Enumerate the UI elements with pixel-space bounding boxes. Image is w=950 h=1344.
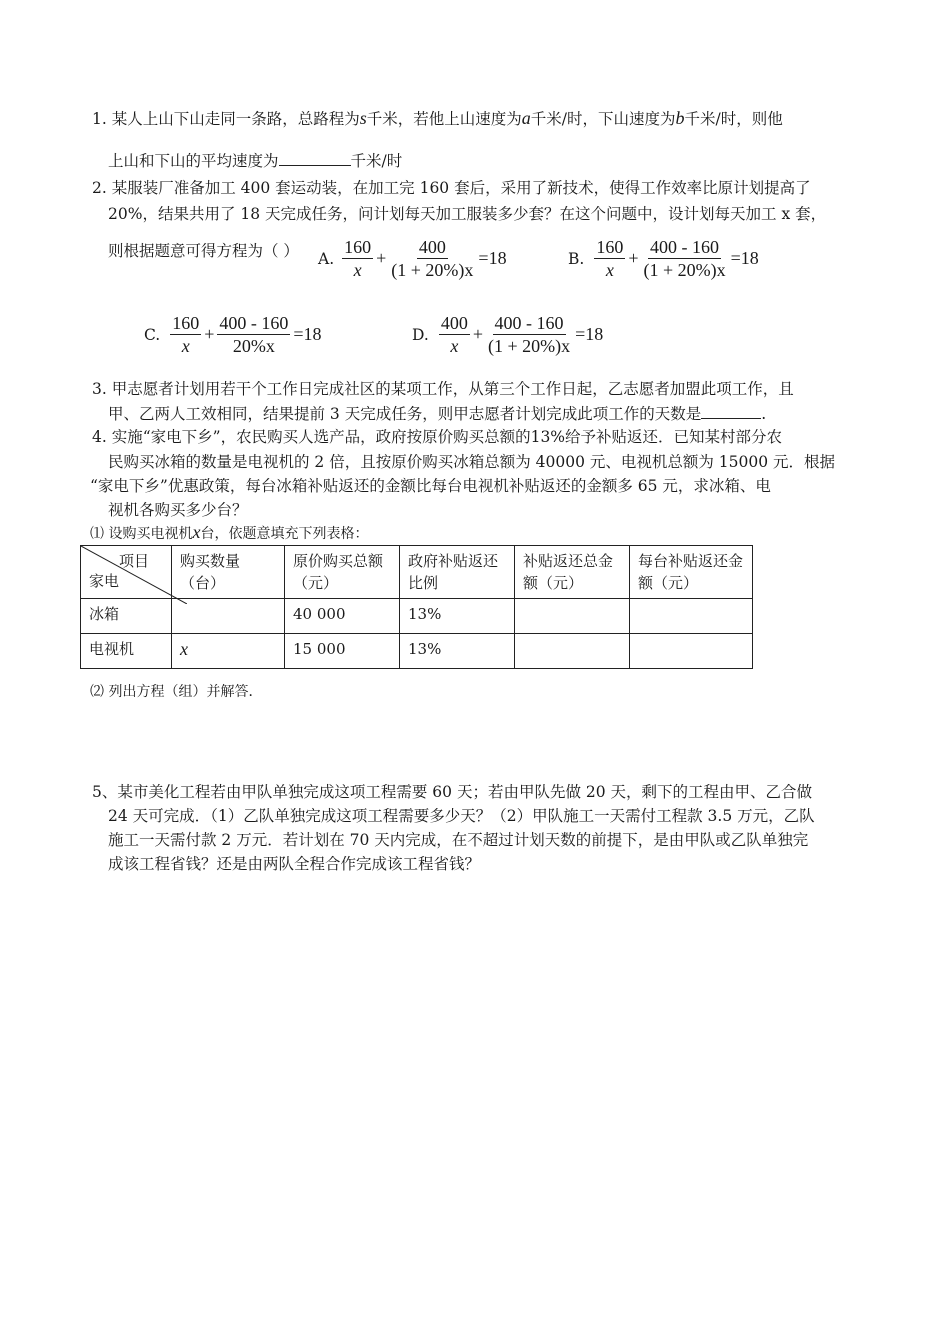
table-cell-input[interactable]: [630, 599, 753, 634]
row-label: 电视机: [81, 634, 172, 669]
q3-line1: 3. 甲志愿者计划用若干个工作日完成社区的某项工作，从第三个工作日起，乙志愿者加盟此项工作，且: [92, 380, 794, 398]
numerator: 400 - 160: [494, 313, 564, 333]
q1-text-a: 1. 某人上山下山走同一条路，总路程为: [92, 110, 360, 128]
q5-line2: 24 天可完成．（1）乙队单独完成这项工程需要多少天？（2）甲队施工一天需付工程款 3.5 万元，乙队: [108, 807, 815, 825]
plus-sign: +: [376, 248, 387, 268]
fraction: [217, 312, 290, 357]
equals-rhs: =18: [575, 324, 604, 344]
numerator: 160: [344, 237, 372, 257]
q4-text-a: 4. 实施“家电下乡”，农民购买人选产品，政府按原价购买总额的: [92, 428, 531, 446]
answer-blank[interactable]: [279, 151, 351, 166]
numerator: 400 - 160: [650, 237, 720, 257]
equals-rhs: =18: [478, 248, 507, 268]
numerator: 400 - 160: [219, 313, 289, 333]
q1-line2: [108, 151, 402, 171]
answer-blank[interactable]: [701, 404, 761, 419]
table-cell-input[interactable]: [515, 599, 630, 634]
fraction: [170, 312, 201, 357]
table-row: [81, 634, 753, 669]
var-x: x: [192, 522, 201, 542]
q4-sub1-text-a: ⑴ 设购买电视机: [90, 526, 193, 542]
numerator: 400: [418, 237, 446, 257]
q4-text-b: 13%给予补贴返还．已知某村部分农: [530, 428, 783, 446]
denominator: x: [181, 336, 190, 356]
q3-line2: [108, 404, 766, 424]
q2-line3: 则根据题意可得方程为（ ）: [108, 242, 299, 260]
q4-line4: 视机各购买多少台？: [108, 501, 248, 519]
fraction: [342, 236, 373, 281]
q4-sub2: ⑵ 列出方程（组）并解答．: [90, 684, 263, 700]
q2-line1: 2. 某服装厂准备加工 400 套运动装，在加工完 160 套后，采用了新技术，使得工作效率比原计划提高了: [92, 179, 811, 197]
fraction: [641, 236, 727, 281]
q5-line1: 5、某市美化工程若由甲队单独完成这项工程需要 60 天；若由甲队先做 20 天，剩下的工程由甲、乙合做: [92, 783, 813, 801]
fraction: [486, 312, 572, 357]
corner-label-bottom: 家电: [89, 572, 120, 590]
q1-text-e: 上山和下山的平均速度为: [108, 152, 279, 170]
q2-line2: 20%，结果共用了 18 天完成任务，问计划每天加工服装多少套？在这个问题中，设计划每天加工 x 套，: [108, 205, 827, 223]
table-cell: 15 000: [285, 634, 400, 669]
var-a: a: [521, 108, 531, 128]
q4-sub1-text-b: 台，依题意填充下列表格：: [200, 526, 369, 542]
numerator: 160: [172, 313, 200, 333]
row-label: 冰箱: [81, 599, 172, 634]
table-header-cell: 补贴返还总金额（元）: [515, 546, 630, 599]
denominator: 20%x: [232, 336, 275, 356]
denominator: x: [353, 260, 362, 280]
denominator: (1 + 20%)x: [391, 260, 474, 280]
table-cell-input[interactable]: [172, 599, 285, 634]
table-header-cell: 原价购买总额（元）: [285, 546, 400, 599]
q4-sub1: [90, 522, 368, 544]
table-cell-input[interactable]: [630, 634, 753, 669]
table-cell-input[interactable]: [515, 634, 630, 669]
var-s: s: [359, 108, 367, 128]
option-label: A.: [318, 249, 335, 268]
q4-line2: 民购买冰箱的数量是电视机的 2 倍，且按原价购买冰箱总额为 40000 元、电视机总额为 15000 元．根据: [108, 453, 836, 471]
table-header-cell: 购买数量（台）: [172, 546, 285, 599]
option-a[interactable]: [318, 236, 510, 281]
q3-text: 甲、乙两人工效相同，结果提前 3 天完成任务，则甲志愿者计划完成此项工作的天数是: [108, 405, 702, 423]
q4-line1: [92, 427, 782, 447]
denominator: x: [605, 260, 614, 280]
denominator: (1 + 20%)x: [487, 336, 571, 356]
q4-line3: “家电下乡”优惠政策，每台冰箱补贴返还的金额比每台电视机补贴返还的金额多 65 元，求冰箱、电: [90, 477, 771, 495]
plus-sign: +: [628, 248, 639, 268]
plus-sign: +: [204, 324, 215, 344]
q1-text-c: 千米/时，下山速度为: [530, 110, 676, 128]
fraction: [389, 236, 475, 281]
table-header-cell: 政府补贴返还比例: [400, 546, 515, 599]
table-header-cell: 每台补贴返还金额（元）: [630, 546, 753, 599]
denominator: (1 + 20%)x: [643, 260, 726, 280]
q1-text-f: 千米/时: [350, 152, 403, 170]
q5-line3: 施工一天需付款 2 万元．若计划在 70 天内完成，在不超过计划天数的前提下，是由甲队或乙队单独完: [108, 831, 809, 849]
q5-line4: 成该工程省钱？还是由两队全程合作完成该工程省钱？: [108, 855, 481, 873]
plus-sign: +: [472, 324, 483, 344]
option-label: B.: [568, 249, 585, 268]
q1-text-d: 千米/时，则他: [684, 110, 783, 128]
table-cell: x: [172, 634, 285, 669]
numerator: 160: [596, 237, 624, 257]
equals-rhs: =18: [293, 324, 322, 344]
option-label: D.: [412, 325, 429, 344]
q3-end: .: [761, 405, 767, 423]
option-d[interactable]: [412, 312, 606, 357]
table-cell: 13%: [400, 599, 515, 634]
option-b[interactable]: [568, 236, 762, 281]
option-label: C.: [144, 325, 161, 344]
numerator: 400: [440, 313, 468, 333]
denominator: x: [450, 336, 459, 356]
var-b: b: [675, 108, 685, 128]
option-c[interactable]: [144, 312, 325, 357]
table-cell: 13%: [400, 634, 515, 669]
q1-line1: [92, 108, 783, 129]
table-cell: 40 000: [285, 599, 400, 634]
fill-in-table: [80, 545, 753, 669]
fraction: [594, 236, 625, 281]
q1-text-b: 千米，若他上山速度为: [366, 110, 522, 128]
corner-label-top: 项目: [118, 552, 149, 570]
table-corner-cell: [81, 546, 172, 599]
fraction: [439, 312, 470, 357]
table-header-row: [81, 546, 753, 599]
equals-rhs: =18: [730, 248, 759, 268]
